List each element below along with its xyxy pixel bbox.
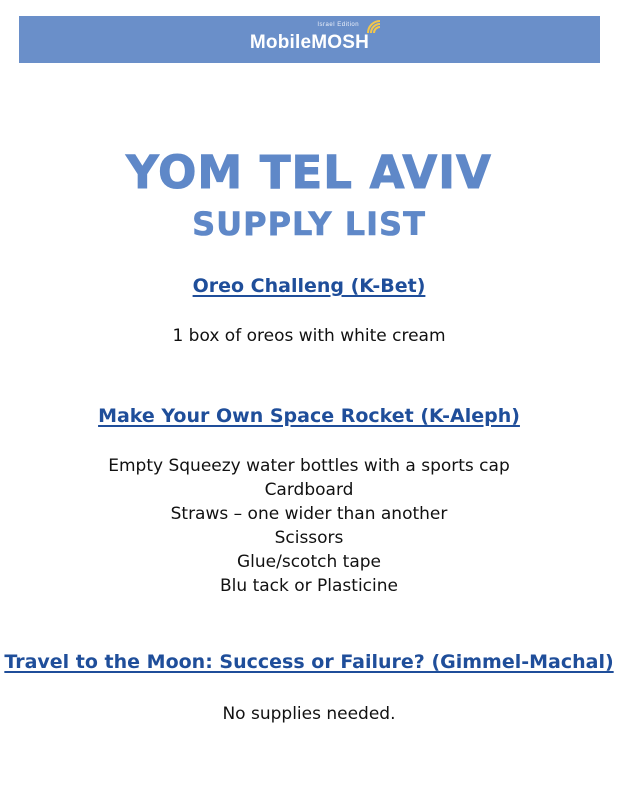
supply-item: Blu tack or Plasticine [220, 576, 398, 596]
supply-item: 1 box of oreos with white cream [172, 326, 446, 346]
supply-item: Cardboard [264, 480, 354, 500]
supply-item: No supplies needed. [222, 704, 396, 724]
header-banner [19, 16, 600, 63]
section-heading-oreo: Oreo Challeng (K-Bet) [192, 275, 426, 297]
supply-item: Glue/scotch tape [237, 552, 381, 572]
supply-item: Straws – one wider than another [170, 504, 448, 524]
supply-list-moon [0, 702, 618, 726]
page-subtitle: SUPPLY LIST [192, 205, 426, 243]
logo-tagline: Israel Edition [317, 21, 360, 28]
signal-waves-icon [365, 18, 383, 36]
supply-item: Empty Squeezy water bottles with a sports cap [108, 456, 510, 476]
section-heading-rocket: Make Your Own Space Rocket (K-Aleph) [98, 405, 520, 427]
section-heading-moon: Travel to the Moon: Success or Failure? (Gimmel-Machal) [4, 651, 614, 673]
supply-item: Scissors [274, 528, 344, 548]
supply-list-rocket [0, 454, 618, 598]
logo-text: MobileMOSH [249, 31, 370, 53]
supply-list-oreo [0, 324, 618, 348]
page-title: YOM TEL AVIV [126, 146, 492, 199]
mobilemosh-logo [249, 21, 370, 54]
